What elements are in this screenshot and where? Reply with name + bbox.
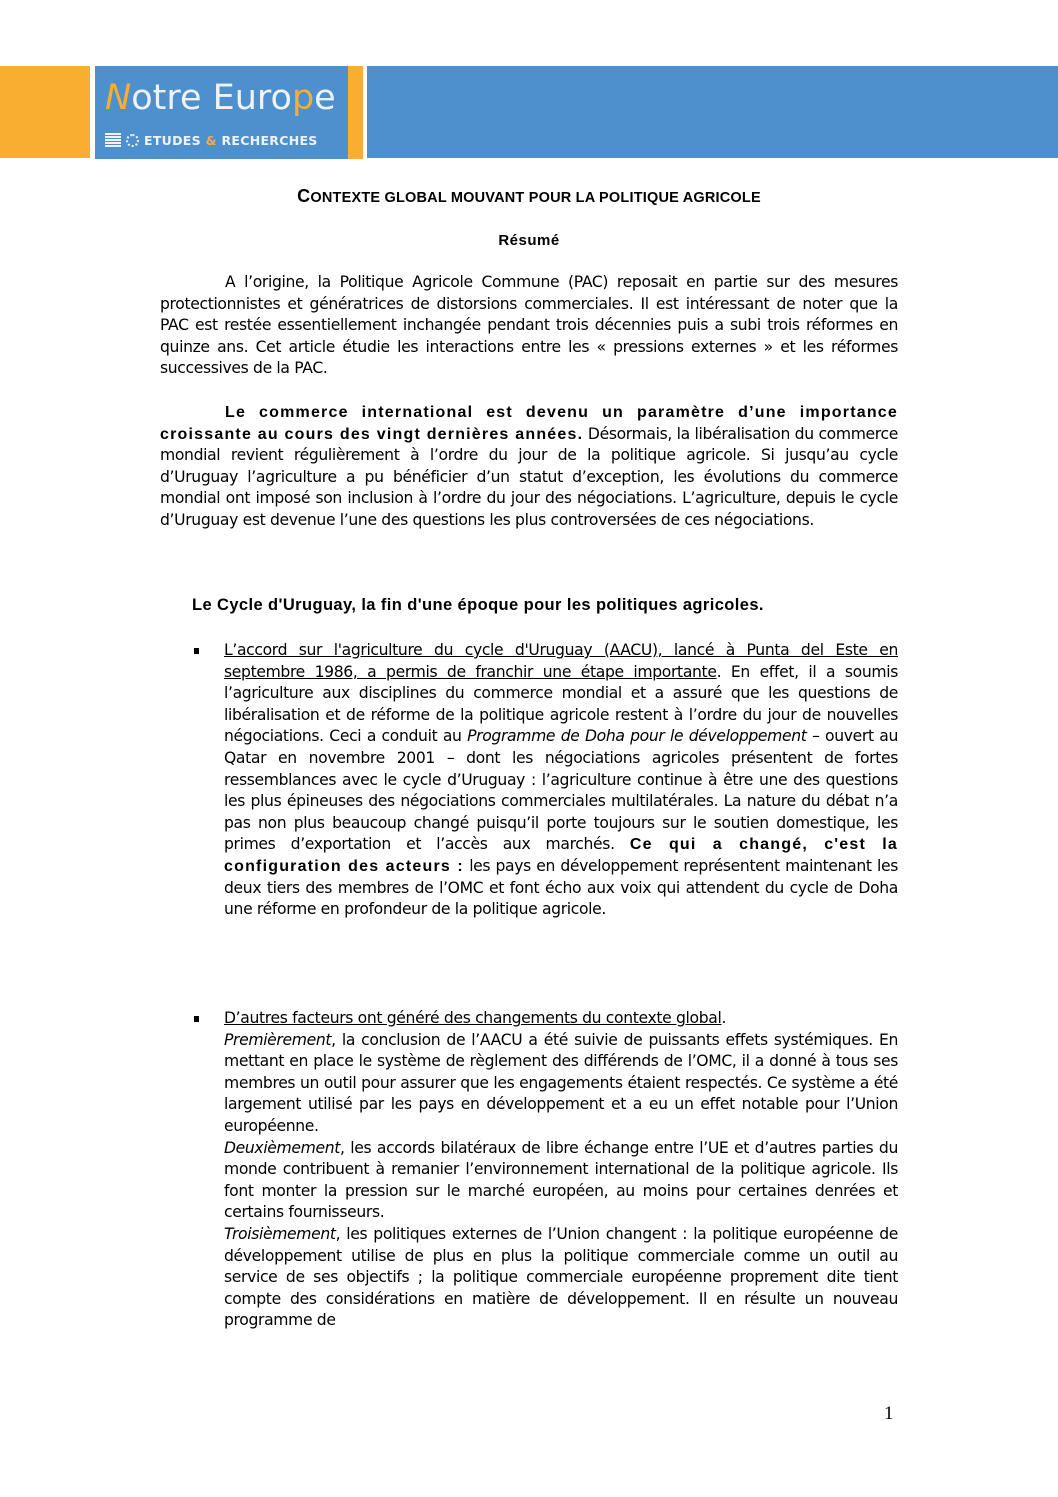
section-heading: Le Cycle d'Uruguay, la fin d'une époque pour les politiques agricoles. [192, 596, 764, 614]
logo-title-middle: otre Euro [131, 78, 292, 118]
header-blue-band [367, 66, 1058, 158]
bullet-underlined-lead: L’accord sur l'agriculture du cycle d'Uruguay (AACU), lancé à Punta del Este en septembre 1986, a permis de franchir une étape importante [224, 641, 898, 681]
logo-title [105, 78, 336, 118]
bullet-text: – ouvert au Qatar en novembre 2001 – dont les négociations agricoles présentent de fortes ressemblances avec le cycle d’Uruguay : l’agriculture continue à être une des questions les plus épineuses des négociations commerciales multilatérales. La nature du débat n’a pas non plus beaucoup changé puisqu’il porte toujours sur le soutien domestique, les primes d’exportation et l’accès aux marchés. [224, 727, 898, 854]
bullet-underlined-lead: D’autres facteurs ont généré des changements du contexte global [224, 1009, 722, 1027]
title-initial: C [297, 186, 311, 206]
bullet-text: les pays en développement représentent maintenant les deux tiers des membres de l’OMC et font écho aux voix qui attendent du cycle de Doha une réforme en profondeur de la politique agricole. [224, 856, 898, 919]
bullet-italic: Deuxièmement [224, 1138, 341, 1157]
bullet-text: , les accords bilatéraux de libre échange entre l’UE et d’autres parties du monde contribuent à remanier l’environnement international de la politique agricole. Ils font monter la pression sur le marché européen, au moins pour certaines denrées et certains fournisseurs. [224, 1138, 898, 1222]
document-lines-icon [105, 133, 121, 148]
logo-title-initial: N [105, 78, 132, 118]
document-title [0, 186, 1058, 207]
bullet-square-icon [194, 1016, 199, 1022]
bullet-text: , les politiques externes de l’Union changent : la politique européenne de développement utilise de plus en plus la politique commerciale comme un outil au service de ses objectifs ; la politique commerciale européenne proprement dite tient compte des considérations en matière de développement. Il en résulte un nouveau programme de [224, 1224, 898, 1330]
bullet-square-icon [194, 648, 199, 654]
bullet-item-1 [224, 640, 898, 921]
header-orange-block [0, 66, 90, 158]
logo-title-end: e [314, 78, 336, 118]
bullet-text: . En effet, il a soumis l’agriculture aux disciplines du commerce mondial et a assuré que les questions de libéralisation et de réforme de la politique agricole restent à l’ordre du jour de nouvelles négociations. Ceci a conduit au [224, 662, 898, 746]
bullet-text: . [721, 1009, 727, 1027]
summary-heading: Résumé [498, 232, 560, 249]
logo-subtitle-text [144, 133, 318, 148]
bullet-italic: Premièrement [224, 1030, 332, 1049]
logo-subtitle [105, 130, 318, 150]
summary-paragraph-2 [160, 402, 898, 532]
bullet-bold: Ce qui a changé, c'est la configuration des acteurs : [224, 836, 898, 875]
logo-subtitle-etudes: ETUDES [144, 132, 201, 148]
dotted-circle-icon [126, 134, 139, 147]
bullet-italic: Programme de Doha pour le développement [467, 727, 807, 746]
bullet-text: , la conclusion de l’AACU a été suivie de puissants effets systémiques. En mettant en place le système de règlement des différends de l’OMC, il a donné à tous ses membres un outil pour assurer que les engagements étaient respectés. Ce système a été largement utilisé par les pays en développement et a eu un effet notable pour l’Union européenne. [224, 1030, 898, 1135]
paragraph-bold-lead: Le commerce international est devenu un paramètre d’une importance croissante au cours des vingt dernières années. [160, 404, 898, 443]
bullet-item-2 [224, 1008, 898, 1332]
bullet-italic: Troisièmement [224, 1224, 336, 1243]
logo-subtitle-ampersand: & [205, 132, 217, 148]
paragraph-text: Désormais, la libéralisation du commerce mondial revient régulièrement à l’ordre du jour de la politique agricole. Si jusqu’au cycle d’Uruguay l’agriculture a pu bénéficier d’un statut d’exception, les évolutions du commerce mondial ont imposé son inclusion à l’ordre du jour des négociations. L’agriculture, depuis le cycle d’Uruguay est devenue l’une des questions les plus controversées de ces négociations. [160, 424, 898, 529]
logo-subtitle-recherches: RECHERCHES [221, 132, 318, 148]
logo-title-accent: p [291, 78, 315, 118]
page-number: 1 [884, 1403, 894, 1424]
summary-paragraph-1 [160, 272, 898, 380]
header-orange-strip [348, 66, 363, 159]
notre-europe-logo [95, 66, 348, 159]
title-rest: ONTEXTE GLOBAL MOUVANT POUR LA POLITIQUE AGRICOLE [310, 190, 761, 206]
paragraph-text: A l’origine, la Politique Agricole Commune (PAC) reposait en partie sur des mesures protectionnistes et génératrices de distorsions commerciales. Il est intéressant de noter que la PAC est restée essentiellement inchangée pendant trois décennies puis a subi trois réformes en quinze ans. Cet article étudie les interactions entre les « pressions externes » et les réformes successives de la PAC. [160, 273, 898, 378]
